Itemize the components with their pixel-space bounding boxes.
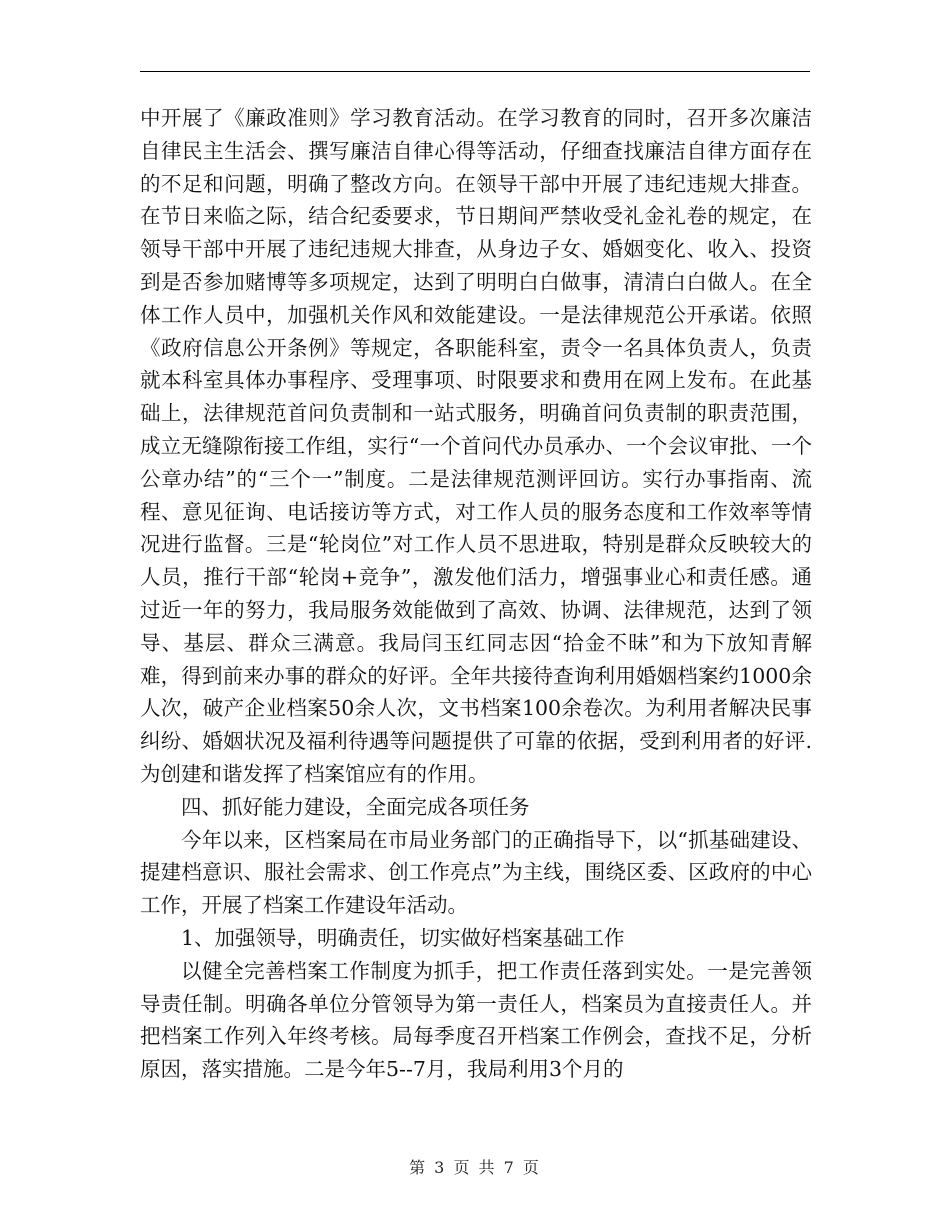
paragraph-body-2: 今年以来，区档案局在市局业务部门的正确指导下，以“抓基础建设、提建档意识、服社会需求、创工作亮点”为主线，围绕区委、区政府的中心工作，开展了档案工作建设年活动。 [140, 827, 812, 918]
section-heading-4: 四、抓好能力建设，全面完成各项任务 [181, 794, 530, 819]
document-body [140, 102, 812, 1086]
page-footer: 第 3 页 共 7 页 [409, 1158, 541, 1177]
subsection-heading-1: 1、加强领导，明确责任，切实做好档案基础工作 [181, 925, 625, 950]
header-rule [140, 71, 810, 72]
paragraph-body-3: 以健全完善档案工作制度为抓手，把工作责任落到实处。一是完善领导责任制。明确各单位分管领导为第一责任人，档案员为直接责任人。并把档案工作列入年终考核。局每季度召开档案工作例会，查找不足，分析原因，落实措施。二是今年5--7月，我局利用3个月的 [140, 958, 812, 1082]
paragraph-body-1: 中开展了《廉政准则》学习教育活动。在学习教育的同时，召开多次廉洁自律民主生活会、撰写廉洁自律心得等活动，仔细查找廉洁自律方面存在的不足和问题，明确了整改方向。在领导干部中开展了违纪违规大排查。在节日来临之际，结合纪委要求，节日期间严禁收受礼金礼卷的规定，在领导干部中开展了违纪违规大排查，从身边子女、婚姻变化、收入、投资到是否参加赌博等多项规定，达到了明明白白做事，清清白白做人。在全体工作人员中，加强机关作风和效能建设。一是法律规范公开承诺。依照《政府信息公开条例》等规定，各职能科室，责令一名具体负责人，负责就本科室具体办事程序、受理事项、时限要求和费用在网上发布。在此基础上，法律规范首问负责制和一站式服务，明确首问负责制的职责范围，成立无缝隙衔接工作组，实行“一个首问代办员承办、一个会议审批、一个公章办结”的“三个一”制度。二是法律规范测评回访。实行办事指南、流程、意见征询、电话接访等方式，对工作人员的服务态度和工作效率等情况进行监督。三是“轮岗位”对工作人员不思进取，特别是群众反映较大的人员，推行干部“轮岗+竞争”，激发他们活力，增强事业心和责任感。通过近一年的努力，我局服务效能做到了高效、协调、法律规范，达到了领导、基层、群众三满意。我局闫玉红同志因“拾金不昧”和为下放知青解难，得到前来办事的群众的好评。全年共接待查询利用婚姻档案约1000余人次，破产企业档案50余人次，文书档案100余卷次。为利用者解决民事纠纷、婚姻状况及福利待遇等问题提供了可靠的依据，受到利用者的好评.为创建和谐发挥了档案馆应有的作用。 [140, 106, 812, 786]
